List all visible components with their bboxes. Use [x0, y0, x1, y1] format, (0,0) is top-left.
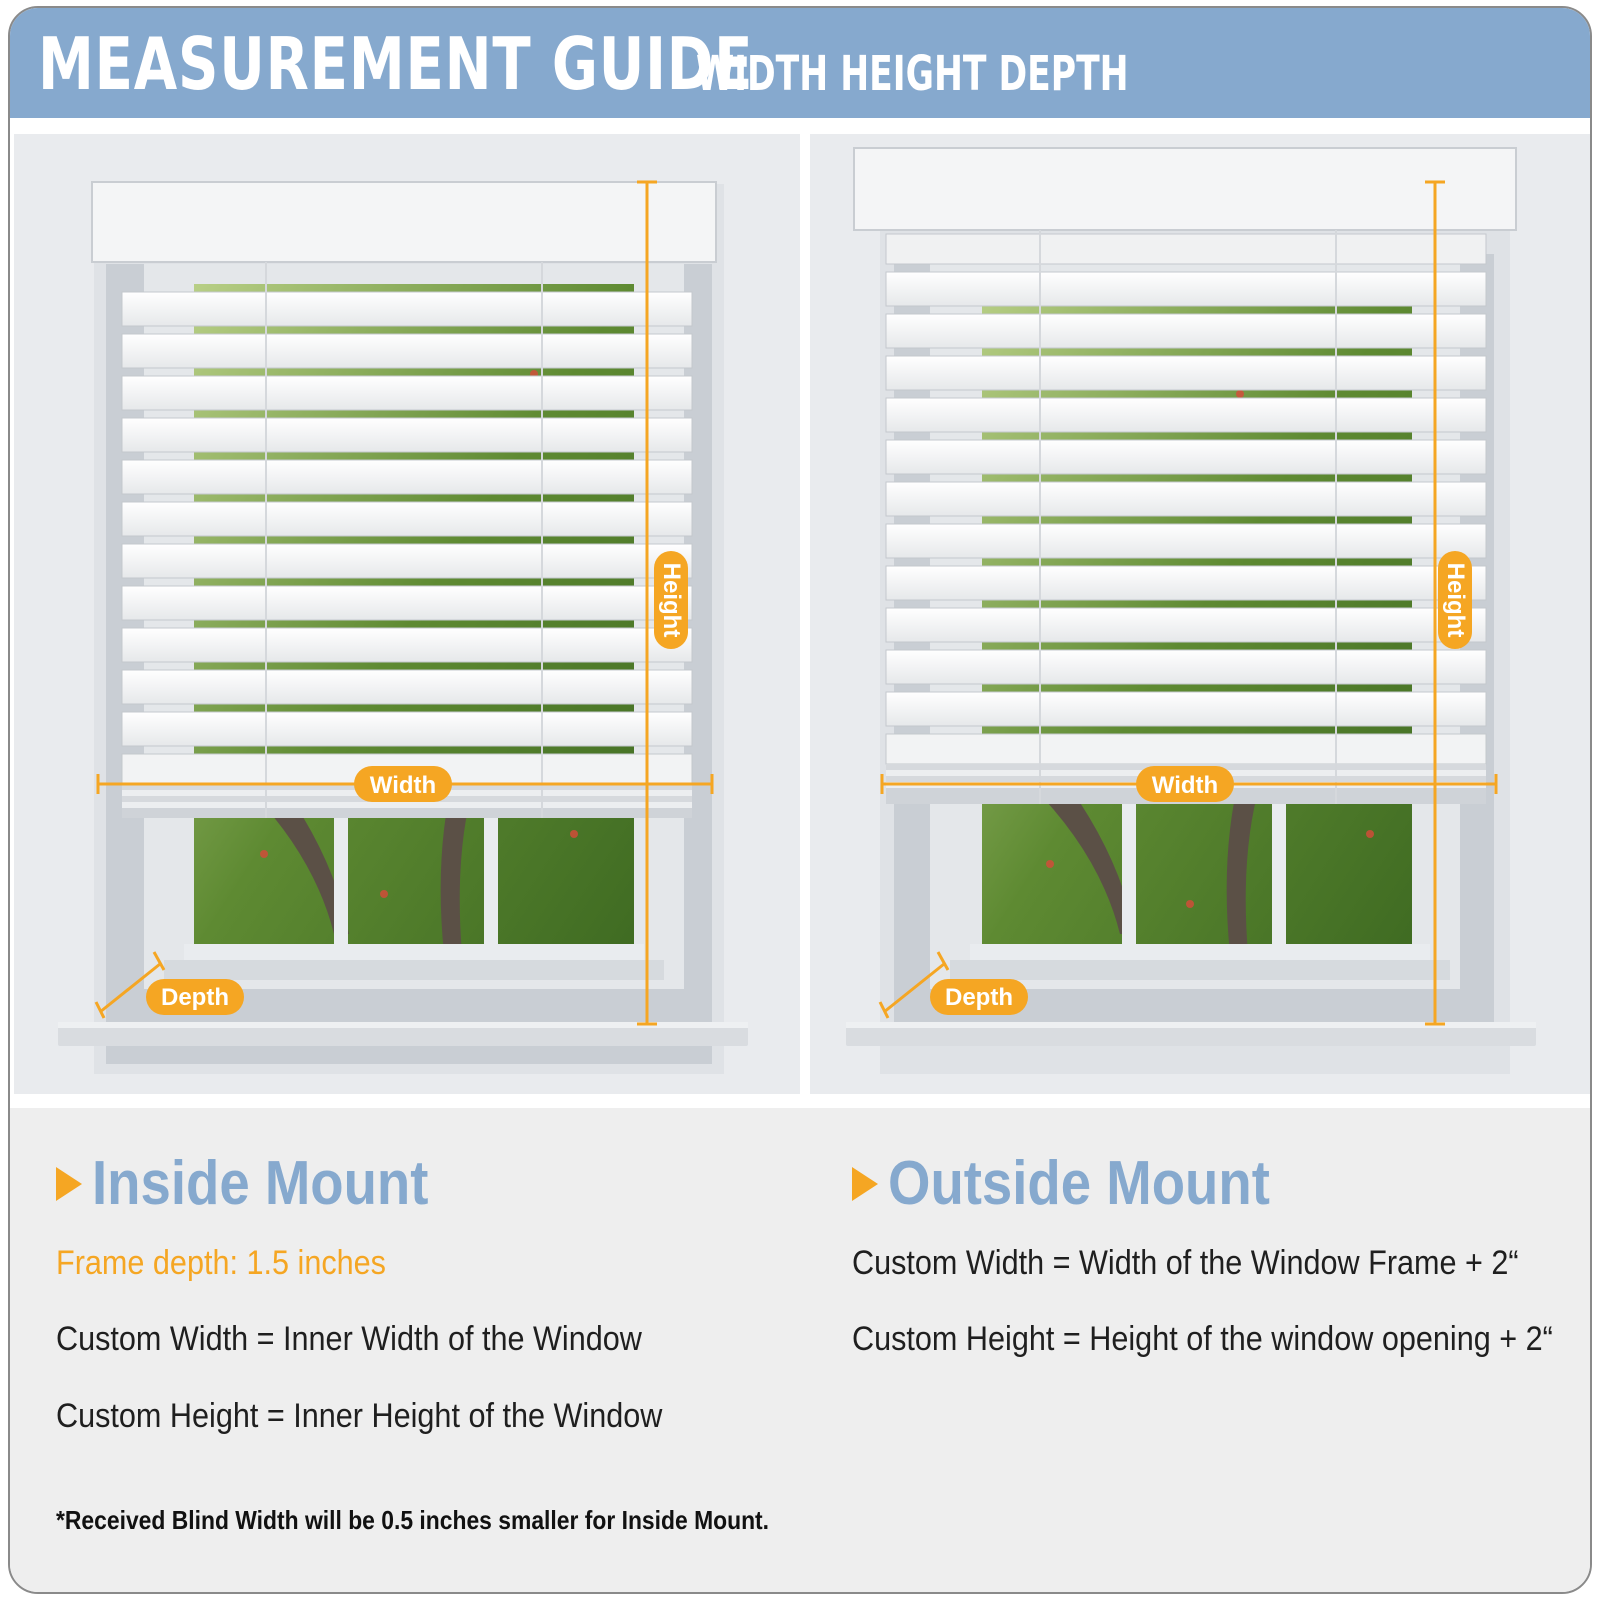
height-label: Height: [1442, 562, 1469, 638]
width-label: Width: [1151, 772, 1219, 799]
outside-mount-illustration: [810, 134, 1592, 1094]
outside-custom-height-text: Custom Height = Height of the window opening + 2“: [852, 1320, 1553, 1358]
depth-label: Depth: [945, 984, 1013, 1011]
outside-mount-heading: [852, 1148, 1322, 1219]
inside-mount-footnote: *Received Blind Width will be 0.5 inches smaller for Inside Mount.: [56, 1505, 770, 1535]
inside-mount-heading: [56, 1148, 474, 1219]
header-banner: [10, 8, 1590, 118]
outside-custom-width-text: Custom Width = Width of the Window Frame + 2“: [852, 1244, 1519, 1282]
inside-custom-height-text: Custom Height = Inner Height of the Window: [56, 1397, 663, 1435]
inside-custom-width-text: Custom Width = Inner Width of the Window: [56, 1320, 642, 1358]
height-label: Height: [658, 562, 685, 638]
play-triangle-icon: [852, 1167, 878, 1201]
page-subtitle: WIDTH HEIGHT DEPTH: [696, 46, 1129, 102]
outside-mount-title: Outside Mount: [888, 1149, 1270, 1218]
width-label: Width: [369, 772, 437, 799]
headrail: [92, 182, 716, 262]
frame-depth-text: Frame depth: 1.5 inches: [56, 1244, 386, 1282]
measurement-guide-card: [8, 6, 1592, 1594]
headrail: [854, 148, 1516, 230]
depth-label: Depth: [161, 984, 229, 1011]
inside-mount-illustration: [14, 134, 800, 1094]
inside-mount-title: Inside Mount: [92, 1149, 429, 1218]
play-triangle-icon: [56, 1167, 82, 1201]
page-title: MEASUREMENT GUIDE: [38, 22, 754, 106]
inside-mount-window-drawing: [14, 134, 800, 1094]
outside-mount-window-drawing: [810, 134, 1592, 1094]
